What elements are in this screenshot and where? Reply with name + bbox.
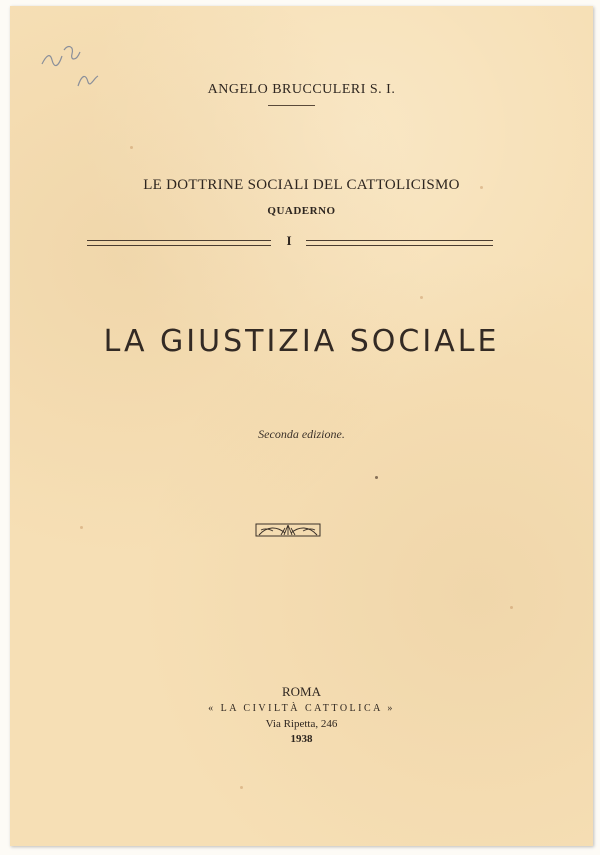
book-cover	[10, 6, 593, 846]
series-title: LE DOTTRINE SOCIALI DEL CATTOLICISMO	[143, 177, 460, 193]
publisher-name: « LA CIVILTÀ CATTOLICA »	[208, 703, 395, 714]
edition-note: Seconda edizione.	[258, 427, 345, 441]
divider-right	[306, 240, 493, 246]
paper-speck	[375, 476, 378, 479]
publication-year: 1938	[290, 733, 313, 745]
publication-place: ROMA	[281, 684, 321, 699]
decorative-ornament-icon	[255, 522, 321, 538]
book-title: LA GIUSTIZIA SOCIALE	[103, 324, 500, 359]
paper-speck	[510, 606, 513, 609]
quaderno-number: I	[286, 233, 292, 248]
paper-speck	[240, 786, 243, 789]
publisher-address: Via Ripetta, 246	[265, 718, 338, 730]
paper-speck	[80, 526, 83, 529]
divider-left	[87, 240, 271, 246]
author-name: ANGELO BRUCCULERI S. I.	[207, 82, 396, 97]
paper-speck	[420, 296, 423, 299]
author-rule	[268, 105, 315, 106]
paper-speck	[130, 146, 133, 149]
quaderno-label: QUADERNO	[267, 205, 336, 217]
